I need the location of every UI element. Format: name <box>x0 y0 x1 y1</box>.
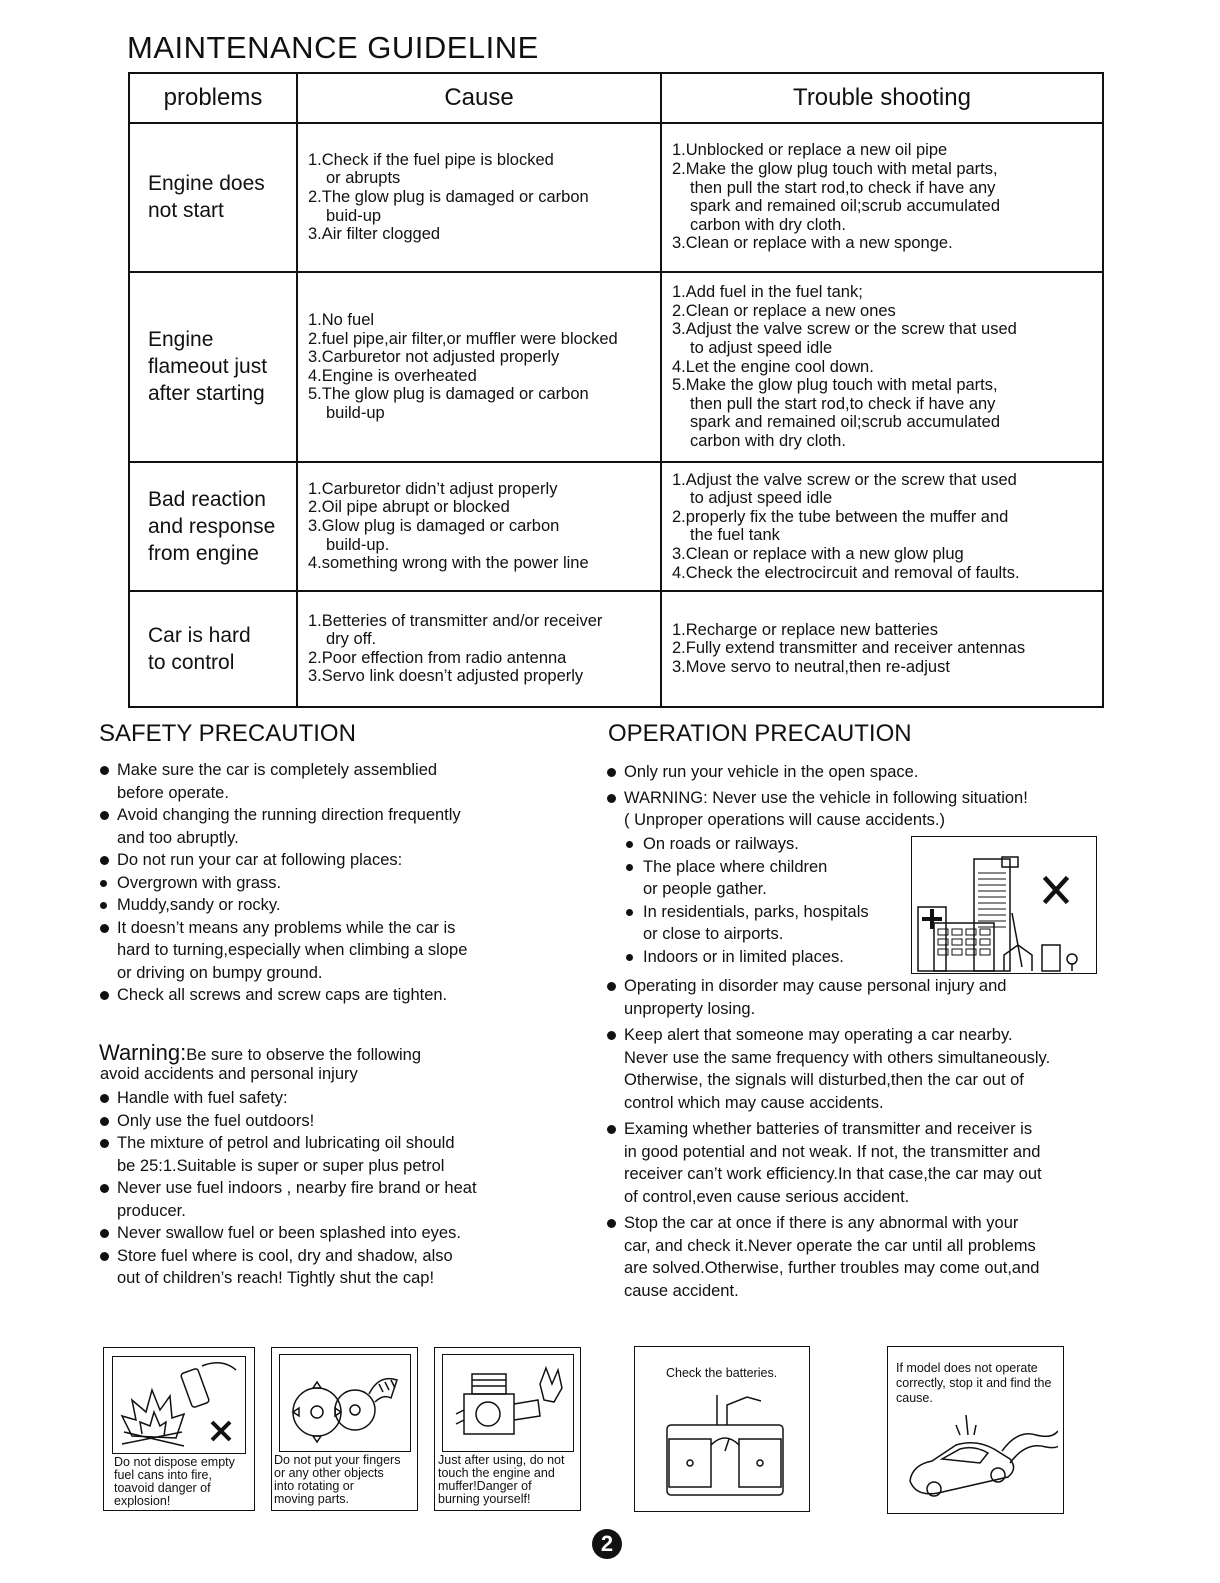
warning-label: Warning: <box>99 1040 187 1065</box>
battery-check-illustration <box>634 1346 810 1512</box>
list-item: Check all screws and screw caps are tighten. <box>97 984 467 1007</box>
cause-cell <box>297 272 661 463</box>
cause-line: buid-up <box>326 206 382 225</box>
car-icon <box>898 1411 1058 1507</box>
fix-line: 2.properly fix the tube between the muffer and <box>672 507 1009 526</box>
safety-list <box>97 759 467 1007</box>
table-row <box>129 123 1103 272</box>
fix-line: then pull the start rod,to check if have any <box>690 394 996 413</box>
list-item-cont: or driving on bumpy ground. <box>117 963 323 982</box>
fix-cell <box>661 462 1103 590</box>
cause-line: or abrupts <box>326 169 401 188</box>
list-item-cont: Otherwise, the signals will disturbed,then the car out of <box>624 1071 1024 1089</box>
list-item: Store fuel where is cool, dry and shadow, also <box>97 1245 477 1268</box>
list-item: Muddy,sandy or rocky. <box>97 894 467 917</box>
fix-line: then pull the start rod,to check if have any <box>690 178 996 197</box>
list-item-cont: hard to turning,especially when climbing a slope <box>117 941 468 959</box>
cause-line: 3.Air filter clogged <box>308 225 441 244</box>
problem-cell <box>129 272 297 463</box>
fix-line: 3.Clean or replace with a new sponge. <box>672 234 953 253</box>
cause-line: 2.Oil pipe abrupt or blocked <box>308 498 510 517</box>
problem-line: Bad reaction <box>148 487 266 511</box>
place-item: On roads or railways. <box>623 833 869 856</box>
list-item-cont: receiver can’t work efficiency.In that case,the car may out <box>624 1165 1042 1183</box>
cause-line: 4.something wrong with the power line <box>308 554 589 573</box>
fix-line: 3.Adjust the valve screw or the screw that used <box>672 320 1017 339</box>
fix-cell <box>661 123 1103 272</box>
list-item: Never swallow fuel or been splashed into eyes. <box>97 1222 477 1245</box>
fix-line: 4.Check the electrocircuit and removal of faults. <box>672 563 1020 582</box>
place-item: Indoors or in limited places. <box>623 946 869 969</box>
cause-cell <box>297 123 661 272</box>
cause-line: 2.The glow plug is damaged or carbon <box>308 187 589 206</box>
safety-heading: SAFETY PRECAUTION <box>99 720 356 747</box>
fix-cell <box>661 591 1103 707</box>
cause-line: 3.Carburetor not adjusted properly <box>308 348 560 367</box>
fire-icon <box>112 1356 244 1452</box>
problem-line: after starting <box>148 382 265 406</box>
operation-heading: OPERATION PRECAUTION <box>608 720 912 747</box>
list-item-cont: in good potential and not weak. If not, the transmitter and <box>624 1142 1041 1161</box>
list-item: Examing whether batteries of transmitter and receiver is <box>604 1118 1050 1141</box>
list-item-cont: producer. <box>117 1201 186 1220</box>
page-title: MAINTENANCE GUIDELINE <box>127 30 539 65</box>
cause-line: 1.Check if the fuel pipe is blocked <box>308 150 554 169</box>
place-item-cont: or people gather. <box>643 880 767 898</box>
fix-line: 1.Add fuel in the fuel tank; <box>672 283 863 302</box>
cause-line: 1.No fuel <box>308 311 375 330</box>
fix-line: 1.Adjust the valve screw or the screw that used <box>672 470 1017 489</box>
cause-cell <box>297 462 661 590</box>
table-row <box>129 462 1103 590</box>
problem-cell <box>129 591 297 707</box>
operation-item-2: WARNING: Never use the vehicle in following situation! <box>604 787 1028 810</box>
problem-line: and response <box>148 514 276 538</box>
fix-line: 4.Let the engine cool down. <box>672 357 874 376</box>
list-item: The mixture of petrol and lubricating oil should <box>97 1132 477 1155</box>
car-caption: If model does not operate correctly, stop it and find the cause. <box>896 1361 1052 1405</box>
list-item-cont: before operate. <box>117 783 229 802</box>
list-item-cont: of control,even cause serious accident. <box>624 1187 910 1206</box>
cause-line: 3.Servo link doesn’t adjusted properly <box>308 667 584 686</box>
fix-line: 2.Clean or replace a new ones <box>672 301 896 320</box>
cause-line: 2.Poor effection from radio antenna <box>308 648 567 667</box>
fix-line: the fuel tank <box>690 526 780 545</box>
fix-line: 3.Move servo to neutral,then re-adjust <box>672 658 950 677</box>
cause-line: 1.Betteries of transmitter and/or receiver <box>308 611 603 630</box>
fire-caption: Do not dispose empty fuel cans into fire, toavoid danger of explosion! <box>114 1455 235 1508</box>
list-item-cont: are solved.Otherwise, further troubles may come out,and <box>624 1259 1040 1277</box>
fix-line: carbon with dry cloth. <box>690 215 846 234</box>
cause-line: 3.Glow plug is damaged or carbon <box>308 517 560 536</box>
problem-line: from engine <box>148 541 259 565</box>
problem-line: not start <box>148 199 224 223</box>
list-item-cont: cause accident. <box>624 1281 739 1300</box>
gear-caption: Do not put your fingers or any other objects into rotating or moving parts. <box>274 1453 401 1506</box>
list-item: Do not run your car at following places: <box>97 849 467 872</box>
problem-line: flameout just <box>148 355 268 379</box>
list-item-cont: Never use the same frequency with others simultaneously. <box>624 1048 1051 1067</box>
table-row <box>129 591 1103 707</box>
header-cause: Cause <box>297 73 661 123</box>
problem-cell <box>129 462 297 590</box>
list-item: Keep alert that someone may operating a car nearby. <box>604 1024 1050 1047</box>
fix-cell <box>661 272 1103 463</box>
cause-line: dry off. <box>326 630 377 649</box>
cause-line: 4.Engine is overheated <box>308 366 477 385</box>
cause-cell <box>297 591 661 707</box>
maintenance-table <box>128 72 1104 708</box>
problem-cell <box>129 123 297 272</box>
fix-line: spark and remained oil;scrub accumulated <box>690 197 1000 216</box>
fix-line: to adjust speed idle <box>690 338 833 357</box>
list-item: Stop the car at once if there is any abnormal with your <box>604 1212 1050 1235</box>
place-item-cont: or close to airports. <box>643 925 784 943</box>
place-item: The place where children <box>623 856 869 879</box>
page-number: 2 <box>592 1529 622 1559</box>
problem-line: Engine <box>148 328 214 352</box>
list-item: Avoid changing the running direction frequently <box>97 804 467 827</box>
operation-item-1: Only run your vehicle in the open space. <box>604 761 1028 784</box>
fix-line: 1.Recharge or replace new batteries <box>672 620 938 639</box>
fix-line: spark and remained oil;scrub accumulated <box>690 413 1000 432</box>
fix-line: 3.Clean or replace with a new glow plug <box>672 544 964 563</box>
list-item: Never use fuel indoors , nearby fire brand or heat <box>97 1177 477 1200</box>
warning-subline: avoid accidents and personal injury <box>100 1065 358 1083</box>
warning-intro: Be sure to observe the following <box>186 1046 422 1064</box>
list-item: Only use the fuel outdoors! <box>97 1110 477 1133</box>
warning-list <box>97 1087 477 1290</box>
list-item: Handle with fuel safety: <box>97 1087 477 1110</box>
list-item-cont: out of children’s reach! Tightly shut the cap! <box>117 1269 435 1287</box>
fix-line: to adjust speed idle <box>690 489 833 508</box>
cause-line: 1.Carburetor didn’t adjust properly <box>308 479 558 498</box>
list-item: It doesn’t means any problems while the car is <box>97 917 467 940</box>
operation-list <box>604 975 1050 1302</box>
list-item: Overgrown with grass. <box>97 872 467 895</box>
places-list <box>623 833 869 968</box>
stop-car-illustration <box>887 1346 1064 1514</box>
battery-caption: Check the batteries. <box>666 1366 778 1380</box>
operation-item-2-cont: ( Unproper operations will cause accidents.) <box>624 811 945 829</box>
problem-line: to control <box>148 650 235 674</box>
fire-warning-illustration <box>103 1347 255 1511</box>
hot-engine-icon <box>442 1354 572 1450</box>
header-problems: problems <box>129 73 297 123</box>
fix-line: 1.Unblocked or replace a new oil pipe <box>672 141 948 160</box>
gears-icon <box>279 1354 409 1450</box>
list-item-cont: car, and check it.Never operate the car until all problems <box>624 1236 1036 1255</box>
cause-line: 5.The glow plug is damaged or carbon <box>308 385 589 404</box>
header-trouble-shooting: Trouble shooting <box>661 73 1103 123</box>
list-item-cont: and too abruptly. <box>117 828 239 847</box>
gear-warning-illustration <box>271 1347 418 1511</box>
list-item-cont: unproperty losing. <box>624 999 756 1018</box>
problem-line: Car is hard <box>148 623 251 647</box>
operation-top <box>604 761 1028 832</box>
place-item: In residentials, parks, hospitals <box>623 901 869 924</box>
engine-warning-illustration <box>434 1347 581 1511</box>
list-item: Operating in disorder may cause personal injury and <box>604 975 1050 998</box>
fix-line: 5.Make the glow plug touch with metal parts, <box>672 376 998 395</box>
fix-line: carbon with dry cloth. <box>690 431 846 450</box>
list-item-cont: be 25:1.Suitable is super or super plus petrol <box>117 1156 445 1175</box>
cause-line: 2.fuel pipe,air filter,or muffler were blocked <box>308 329 618 348</box>
table-row <box>129 272 1103 463</box>
transmitter-icon <box>655 1391 795 1501</box>
engine-caption: Just after using, do not touch the engine and muffer!Danger of burning yourself! <box>438 1453 565 1506</box>
list-item-cont: control which may cause accidents. <box>624 1093 884 1112</box>
cause-line: build-up. <box>326 535 390 554</box>
fix-line: 2.Fully extend transmitter and receiver antennas <box>672 639 1026 658</box>
problem-line: Engine does <box>148 172 265 196</box>
city-illustration <box>911 836 1097 974</box>
cause-line: build-up <box>326 404 385 422</box>
list-item: Make sure the car is completely assemblied <box>97 759 467 782</box>
city-icon <box>912 837 1096 973</box>
fix-line: 2.Make the glow plug touch with metal parts, <box>672 160 998 179</box>
